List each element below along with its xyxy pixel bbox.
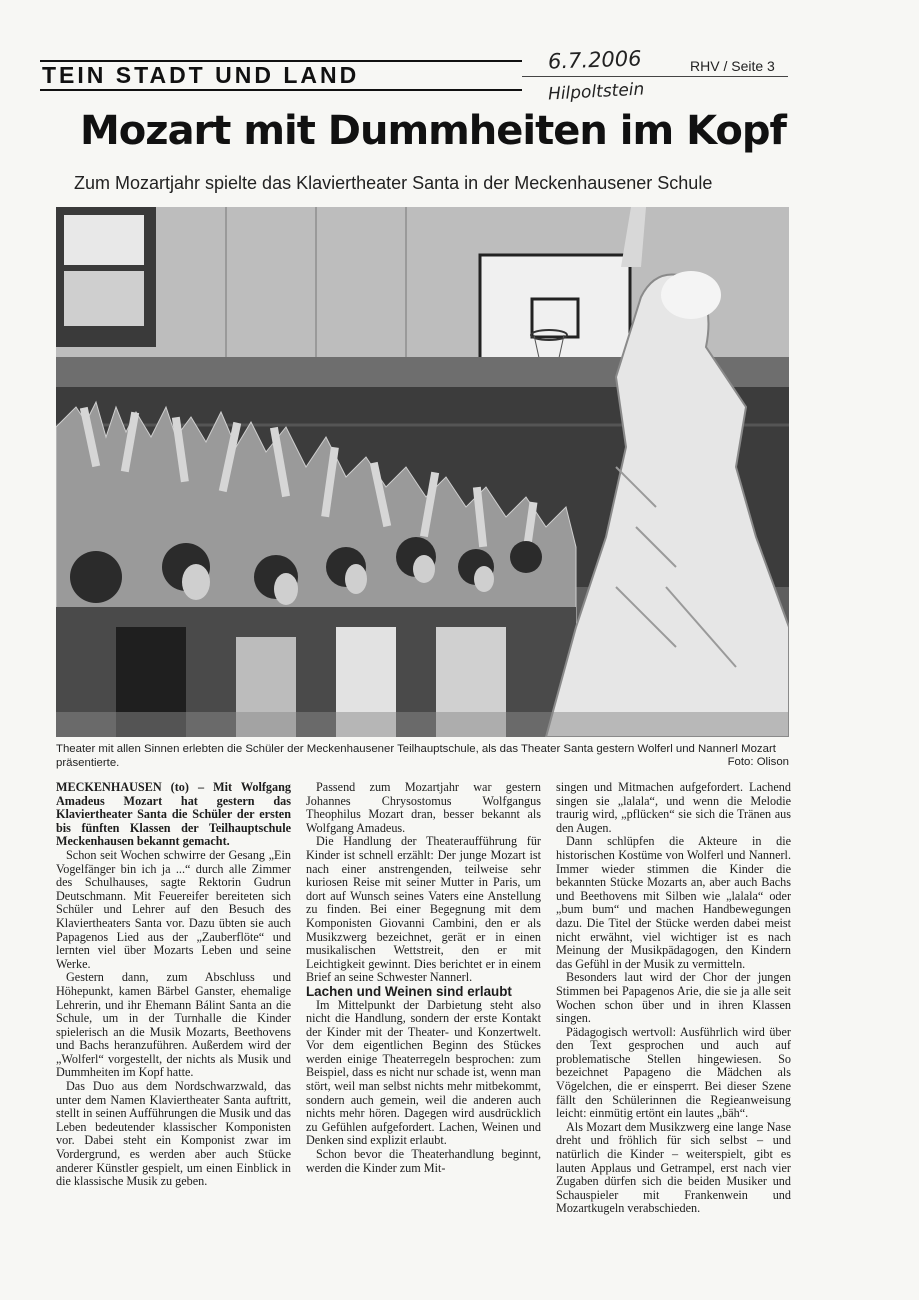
article-paragraph: Im Mittelpunkt der Darbietung steht also nicht die Handlung, sondern der erste Kontakt der Kinder mit der Theater- und Konzertwelt. Vor dem eigentlichen Beginn des Stückes werden einige Theaterregeln besprochen: zum Beispiel, dass es nicht nur schade ist, wenn man stört, weil man selbst nichts mehr mitbekommt, sondern auch gemein, weil die anderen auch nichts mehr hören. Dagegen wird ausdrücklich zu Gefühlen aufgefordert. Lachen, Weinen und Denken sind explizit erlaubt. [306, 997, 541, 1148]
article-paragraph: Passend zum Mozartjahr war gestern Johannes Chrysostomus Wolfgangus Theophilus Mozart dran, besser bekannt als Wolfgang Amadeus. [306, 780, 541, 835]
article-paragraph: Als Mozart dem Musikzwerg eine lange Nase dreht und fröhlich für sich selbst – und natürlich die Kinder – weiterspielt, gibt es lauten Applaus und Getrampel, erst nach vier Zugaben dürfen sich die beiden Musiker und Schauspieler mit Frankenwein und Mozartkugeln verabschieden. [556, 1119, 791, 1216]
article-paragraph: Die Handlung der Theateraufführung für Kinder ist schnell erzählt: Der junge Mozart ist nach einer anstrengenden, teilweise sehr kuriosen Reise mit seiner Mutter in Paris, um dort auf Wunsch seines Vaters eine Anstellung zu finden. Bei einer Begegnung mit dem Komponisten Giovanni Cambini, den er als Musikzwerg bezeichnet, gerät er in einen musikalischen Wettstreit, den er mit Leichtigkeit gewinnt. Dies berichtet er in einem Brief an seine Schwester Nannerl. [306, 834, 541, 985]
article-paragraph: Pädagogisch wertvoll: Ausführlich wird über den Text gesprochen und auch auf problematische Stellen hingewiesen. So bezeichnet Papageno die Mädchen als Vögelchen, die er einsperrt. Bei dieser Szene fällt den Schülerinnen die Regieanweisung leicht: einmütig ertönt ein lautes „bäh“. [556, 1024, 791, 1121]
photo-illustration [56, 207, 789, 737]
article-paragraph: Dann schlüpfen die Akteure in die historischen Kostüme von Wolferl und Nannerl. Immer wieder stimmen die Kinder die bekannten Stücke Mozarts an, aber auch Bachs und Beethovens mit Silben wie „lalala“ oder „bum bum“ und machen Handbewegungen dazu. Die Titel der Stücke werden dabei meist nicht erwähnt, viel wichtiger ist es nach Meinung der Musikpädagogen, den Kindern das Gefühl in der Musik zu vermitteln. [556, 834, 791, 971]
header-divider [522, 76, 788, 77]
article-paragraph: Schon seit Wochen schwirre der Gesang „Ein Vogelfänger bin ich ja ...“ durch alle Zimmer des Schulhauses, sagte Rektorin Gudrun Deutschmann. Mit Feuereifer bereiteten sich Schüler und Lehrer auf den Besuch des Klaviertheaters Santa vor. Dazu übten sie auch Papagenos Lied aus der „Zauberflöte“ und lernten viel über Mozarts Leben und seine Werke. [56, 847, 291, 971]
article-paragraph: singen und Mitmachen aufgefordert. Lachend singen sie „lalala“, und wenn die Melodie traurig wird, „pflücken“ sie sich die Tränen aus den Augen. [556, 780, 791, 835]
article-paragraph: Schon bevor die Theaterhandlung beginnt, werden die Kinder zum Mit- [306, 1147, 541, 1175]
handwritten-date: 6.7.2006 [547, 46, 642, 74]
header-rule-bottom [40, 89, 522, 91]
photo-caption: Theater mit allen Sinnen erlebten die Schüler der Meckenhausener Teilhauptschule, als das Theater Santa gestern Wolferl und Nannerl Mozart präsentierte. [56, 743, 776, 769]
article-paragraph: Das Duo aus dem Nordschwarzwald, das unter dem Namen Klaviertheater Santa auftritt, stellt in seinen Aufführungen die Musik und das Leben bedeutender klassischer Komponisten vor. Dabei steht ein Komponist zwar im Vordergrund, es werden aber auch Stücke anderer Künstler gespielt, um einen Einblick in die klassische Musik zu geben. [56, 1079, 291, 1189]
article-subhead: Lachen und Weinen sind erlaubt [306, 983, 512, 999]
section-label: TEIN STADT UND LAND [42, 62, 360, 88]
article-paragraph: Besonders laut wird der Chor der jungen Stimmen bei Papagenos Arie, die sie ja alle seit Wochen schon über und in ihren Klassen singen. [556, 970, 791, 1026]
photo-credit: Foto: Olison [727, 756, 789, 768]
subheadline: Zum Mozartjahr spielte das Klaviertheater Santa in der Meckenhausener Schule [74, 173, 713, 193]
article-paragraph: Gestern dann, zum Abschluss und Höhepunkt, kamen Bärbel Ganster, ehemalige Lehrerin, und ihr Ehemann Bálint Santa an die Schule, um in der Turnhalle die Kinder spielerisch an die Musik Mozarts, Beethovens und Bachs heranzuführen. Außerdem wird der „Wolferl“ vorgestellt, der nichts als Musik und Dummheiten im Kopf hatte. [56, 970, 291, 1080]
headline: Mozart mit Dummheiten im Kopf [80, 108, 786, 154]
article-column-2 [306, 781, 541, 1175]
article-column-3 [556, 781, 791, 1216]
handwritten-place: Hilpoltstein [547, 79, 645, 105]
source-reference: RHV / Seite 3 [690, 58, 775, 74]
article-lead: MECKENHAUSEN (to) – Mit Wolfgang Amadeus Mozart hat gestern das Klaviertheater Santa die Schüler der ersten bis fünften Klassen der Teilhauptschule Meckenhausen bekannt gemacht. [56, 780, 291, 849]
school-gym-photo [56, 207, 789, 737]
article-column-1 [56, 781, 291, 1189]
